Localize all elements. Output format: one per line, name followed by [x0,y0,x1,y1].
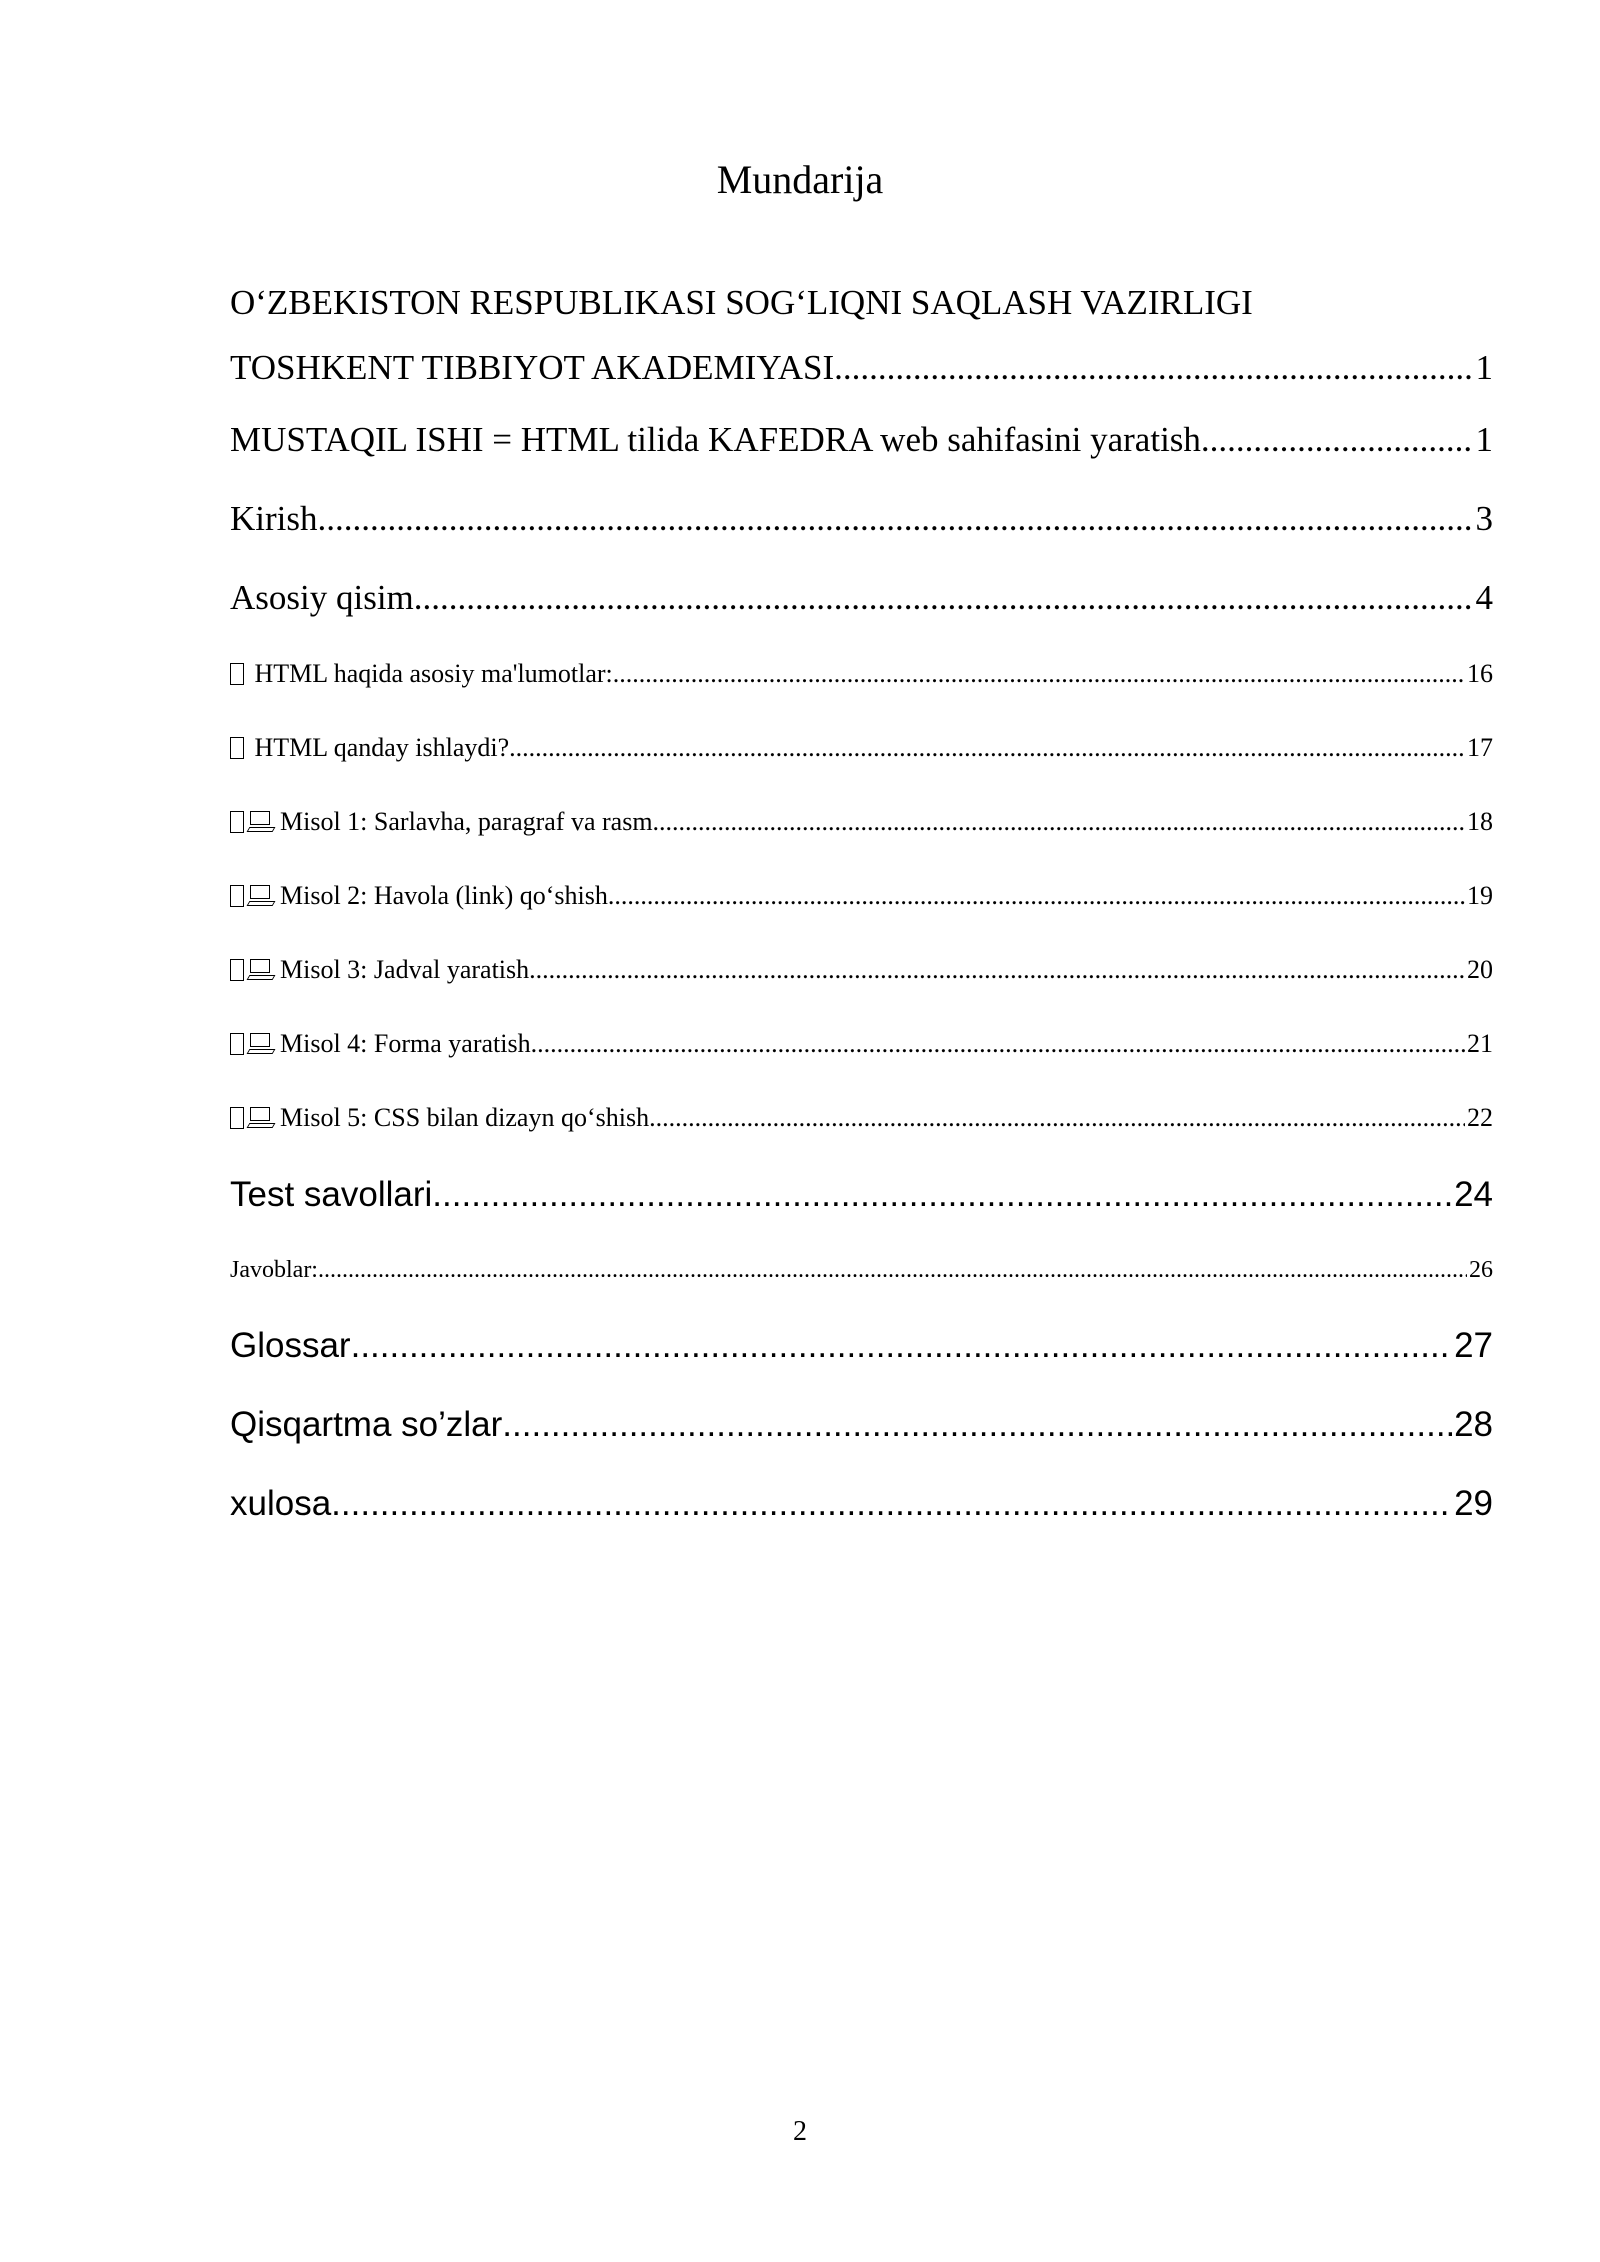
computer-icon [248,1107,274,1129]
toc-entry-label-wrap [230,859,608,933]
toc-entry-label: Misol 5: CSS bilan dizayn qo‘shish [280,1103,650,1132]
computer-icon [248,1033,274,1055]
box-icon [230,1107,244,1129]
toc-page-number: 21 [1467,1029,1493,1058]
toc-entry-label-wrap [230,1081,649,1155]
toc-entry-label: HTML qanday ishlaydi? [254,733,510,762]
toc-leader [531,1007,1465,1081]
toc-entry-asosiy-qisim[interactable] [230,558,1493,637]
toc-entry-label: Misol 3: Jadval yaratish [280,955,530,984]
toc-entry-misol-5[interactable] [230,1081,1493,1155]
box-icon [230,663,244,685]
toc-entry-label: Misol 1: Sarlavha, paragraf va rasm [280,807,653,836]
toc-entry-misol-4[interactable] [230,1007,1493,1081]
box-icon [230,737,244,759]
toc-entry-label: Misol 4: Forma yaratish [280,1029,531,1058]
toc-leader [653,785,1465,859]
toc-page-number: 18 [1467,807,1493,836]
toc-leader [331,1464,1452,1543]
toc-page-number: 16 [1467,659,1493,688]
toc-page-number: 27 [1454,1326,1493,1365]
toc-entry-label: Qisqartma so’zlar [230,1405,503,1444]
box-icon [230,885,244,907]
toc-entry-test-savollari[interactable] [230,1155,1493,1234]
toc-entry-label: HTML haqida asosiy ma'lumotlar: [254,659,613,688]
toc-leader [318,479,1474,558]
toc-entry-javoblar[interactable] [230,1234,1493,1306]
toc-leader [529,933,1465,1007]
toc-entry-heading[interactable] [230,335,1493,400]
toc-leader [509,711,1465,785]
toc-page-number: 1 [1475,420,1493,459]
toc-page-number: 28 [1454,1405,1493,1444]
computer-icon [248,959,274,981]
page-number: 2 [793,2116,807,2147]
toc-page-number: 24 [1454,1175,1493,1214]
toc-leader [613,637,1465,711]
toc-entry-label-wrap [230,711,509,785]
toc-page-number: 1 [1475,348,1493,387]
toc-leader [318,1234,1467,1306]
toc-leader [432,1155,1452,1234]
toc-leader [649,1081,1465,1155]
toc-entry-html-haqida[interactable] [230,637,1493,711]
toc-page-number: 3 [1475,499,1493,538]
toc-entry-label: TOSHKENT TIBBIYOT AKADEMIYASI [230,348,835,387]
toc-entry-label: Test savollari [230,1175,433,1214]
toc-page-number: 22 [1467,1103,1493,1132]
toc-leader [1201,400,1474,479]
computer-icon [248,811,274,833]
toc-entry-label: MUSTAQIL ISHI = HTML tilida KAFEDRA web sahifasini yaratish [230,420,1201,459]
toc-entry-label: Misol 2: Havola (link) qo‘shish [280,881,608,910]
toc-leader [351,1306,1452,1385]
toc-entry-label: Kirish [230,499,318,538]
toc-page-number: 19 [1467,881,1493,910]
toc-leader [608,859,1465,933]
box-icon [230,1033,244,1055]
toc-page-number: 26 [1469,1257,1493,1283]
toc-page-number: 4 [1475,578,1493,617]
toc-leader [834,335,1473,400]
toc-entry-label: Asosiy qisim [230,578,414,617]
box-icon [230,959,244,981]
page-title: Mundarija [716,157,884,202]
toc-entry-xulosa[interactable] [230,1464,1493,1543]
computer-icon [248,885,274,907]
toc-page-number: 17 [1467,733,1493,762]
toc-entry-kirish[interactable] [230,479,1493,558]
toc-page-number: 29 [1454,1484,1493,1523]
toc-entry-label-wrap [230,933,529,1007]
toc-entry-misol-2[interactable] [230,859,1493,933]
toc-leader [414,558,1474,637]
toc-leader [502,1385,1452,1464]
toc-entry-label-wrap [230,637,613,711]
toc-entry-label: xulosa [230,1484,332,1523]
toc-entry-misol-3[interactable] [230,933,1493,1007]
toc-entry-label: Javoblar: [230,1257,318,1283]
toc-entry-misol-1[interactable] [230,785,1493,859]
toc-entry-qisqartma[interactable] [230,1385,1493,1464]
table-of-contents [230,270,1493,1543]
toc-entry-html-qanday[interactable] [230,711,1493,785]
toc-entry-label-wrap [230,785,653,859]
toc-page-number: 20 [1467,955,1493,984]
toc-entry-label-wrap [230,1007,531,1081]
box-icon [230,811,244,833]
toc-heading-line1: O‘ZBEKISTON RESPUBLIKASI SOG‘LIQNI SAQLASH VAZIRLIGI [230,283,1253,322]
toc-entry-glossar[interactable] [230,1306,1493,1385]
toc-entry-label: Glossar [230,1326,351,1365]
toc-entry-mustaqil-ishi[interactable] [230,400,1493,479]
